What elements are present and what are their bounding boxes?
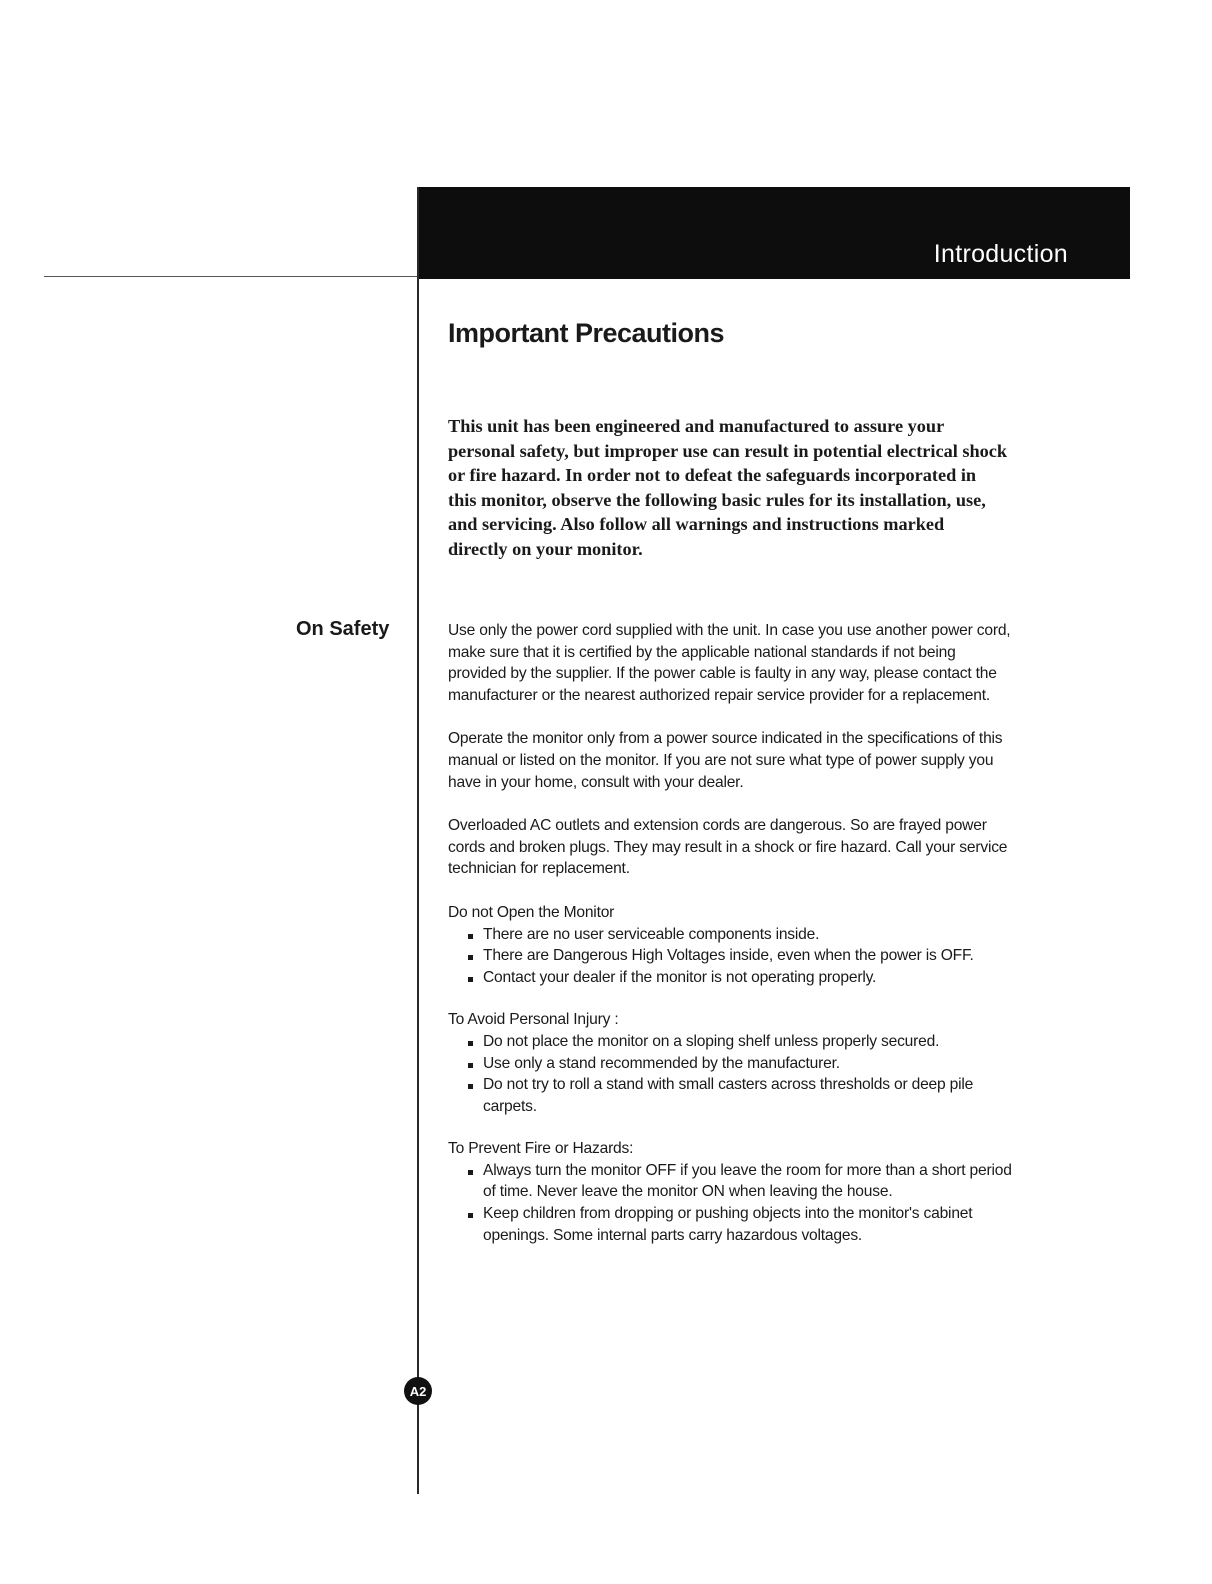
bullet-list bbox=[448, 1160, 1013, 1246]
header-bar bbox=[418, 187, 1130, 279]
list-item: Do not place the monitor on a sloping shelf unless properly secured. bbox=[483, 1031, 1013, 1053]
list-item: There are Dangerous High Voltages inside, even when the power is OFF. bbox=[483, 945, 1013, 967]
section-title: Introduction bbox=[933, 240, 1068, 268]
list-heading: To Prevent Fire or Hazards: bbox=[448, 1140, 634, 1158]
paragraph: Overloaded AC outlets and extension cords are dangerous. So are frayed power cords and broken plugs. They may result in a shock or fire hazard. Call your service technician for replacement. bbox=[448, 817, 1008, 878]
list-item: Do not try to roll a stand with small casters across thresholds or deep pile carpets. bbox=[483, 1074, 1013, 1117]
paragraph: Use only the power cord supplied with the unit. In case you use another power cord, make sure that it is certified by the applicable national standards if not being provided by the supplier. If the power cable is faulty in any way, please contact the manufacturer or the nearest authorized repair service provider for a replacement. bbox=[448, 622, 1011, 704]
list-item: Contact your dealer if the monitor is not operating properly. bbox=[483, 967, 1013, 989]
paragraph: Operate the monitor only from a power source indicated in the specifications of this manual or listed on the monitor. If you are not sure what type of power supply you have in your home, consult with your dealer. bbox=[448, 730, 1003, 791]
page-number-badge: A2 bbox=[404, 1377, 432, 1405]
list-item: Always turn the monitor OFF if you leave the room for more than a short period of time. Never leave the monitor ON when leaving the house. bbox=[483, 1160, 1013, 1203]
top-rule bbox=[44, 276, 418, 277]
bullet-list bbox=[448, 924, 1013, 989]
list-item: There are no user serviceable components inside. bbox=[483, 924, 1013, 946]
list-item: Keep children from dropping or pushing objects into the monitor's cabinet openings. Some internal parts carry hazardous voltages. bbox=[483, 1203, 1013, 1246]
bullet-list bbox=[448, 1031, 1013, 1117]
list-heading: To Avoid Personal Injury : bbox=[448, 1011, 619, 1029]
page-title: Important Precautions bbox=[448, 318, 725, 348]
list-item: Use only a stand recommended by the manufacturer. bbox=[483, 1053, 1013, 1075]
section-label: On Safety bbox=[296, 618, 390, 640]
intro-paragraph: This unit has been engineered and manufactured to assure your personal safety, but improper use can result in potential electrical shock or fire hazard. In order not to defeat the safeguards incorporated in this monitor, observe the following basic rules for its installation, use, and servicing. Also follow all warnings and instructions marked directly on your monitor. bbox=[448, 416, 1008, 559]
list-heading: Do not Open the Monitor bbox=[448, 903, 615, 921]
section-body bbox=[448, 620, 1013, 1267]
vertical-rule bbox=[417, 187, 419, 1494]
